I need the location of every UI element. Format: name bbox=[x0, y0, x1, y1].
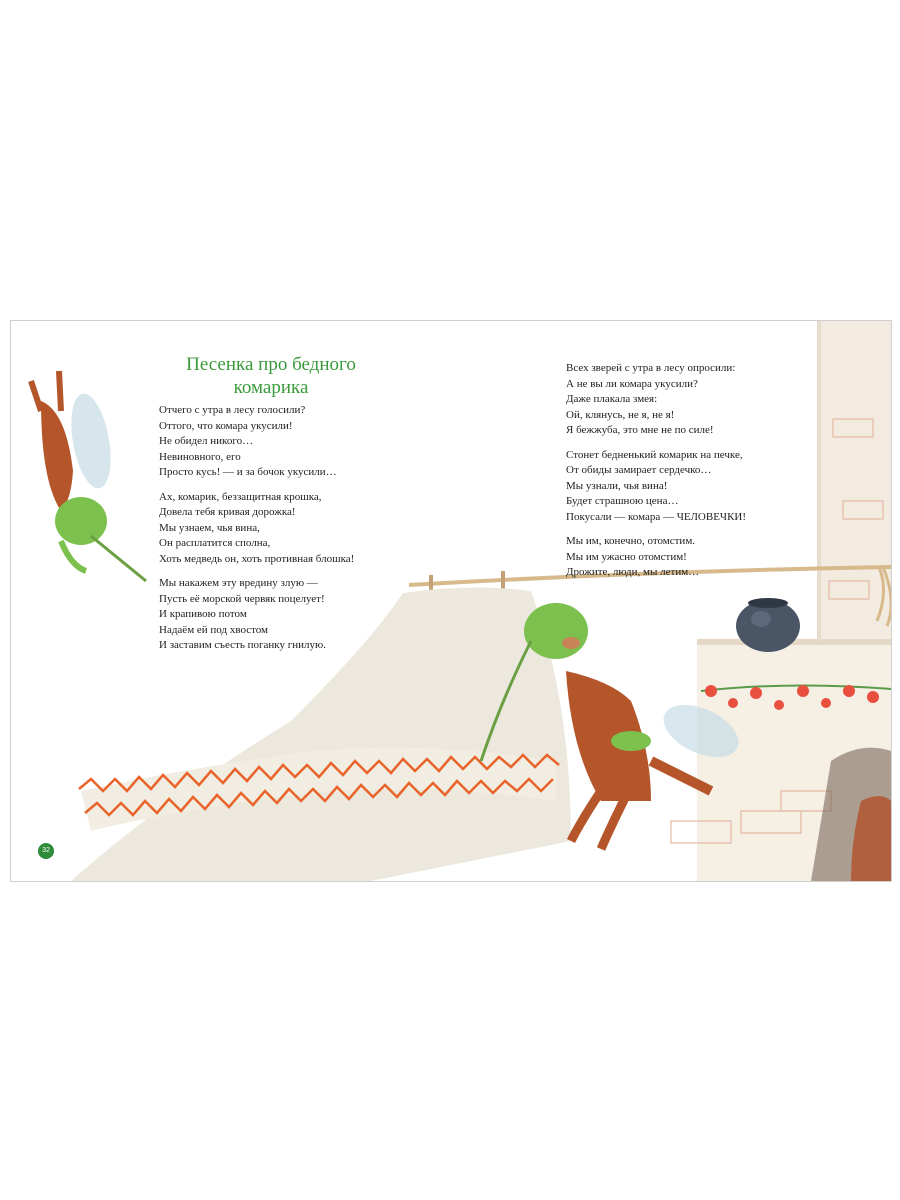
stanza bbox=[566, 534, 846, 581]
poem-line: Невиновного, его bbox=[159, 450, 241, 463]
poem-line: Оттого, что комара укусили! bbox=[159, 419, 293, 432]
stanza bbox=[159, 576, 429, 654]
poem-line: Будет страшною цена… bbox=[566, 495, 679, 507]
title-line-1: Песенка про бедного bbox=[186, 354, 356, 375]
poem-line: Не обидел никого… bbox=[159, 435, 254, 447]
poem-line: Мы накажем эту вредину злую — bbox=[159, 577, 318, 589]
stanza bbox=[566, 361, 846, 439]
stanza bbox=[159, 403, 429, 481]
poem-line: Покусали — комара — ЧЕЛОВЕЧКИ! bbox=[566, 510, 747, 523]
poem-line: Ой, клянусь, не я, не я! bbox=[566, 408, 675, 421]
poem-line: Мы узнаем, чья вина, bbox=[159, 521, 260, 534]
title-line-2: комарика bbox=[233, 377, 309, 398]
book-spread bbox=[10, 320, 892, 882]
poem-right-column bbox=[566, 361, 846, 590]
poem-line: Он расплатится сполна, bbox=[159, 537, 271, 549]
poem-line: Я бежжуба, это мне не по силе! bbox=[566, 424, 714, 436]
poem-line: Даже плакала змея: bbox=[566, 393, 658, 405]
poem-line: Довела тебя кривая дорожка! bbox=[159, 506, 296, 518]
flying-mosquito-illustration bbox=[31, 371, 146, 581]
stanza bbox=[566, 448, 846, 526]
poem-line: Хоть медведь он, хоть противная блошка! bbox=[159, 552, 355, 565]
poem-line: От обиды замирает сердечко… bbox=[566, 464, 712, 476]
stanza bbox=[159, 490, 429, 568]
poem-line: Надаём ей под хвостом bbox=[159, 623, 269, 636]
poem-line: Мы узнали, чья вина! bbox=[566, 479, 668, 492]
poem-line: Дрожите, люди, мы летим… bbox=[566, 566, 700, 578]
poem-line: Пусть её морской червяк поцелует! bbox=[159, 592, 325, 605]
poem-line: Мы им, конечно, отомстим. bbox=[566, 535, 696, 547]
poem-line: Ах, комарик, беззащитная крошка, bbox=[159, 490, 322, 503]
poem-line: А не вы ли комара укусили? bbox=[566, 377, 698, 390]
poem-line: И крапивою потом bbox=[159, 608, 247, 620]
poem-line: Всех зверей с утра в лесу опросили: bbox=[566, 362, 736, 374]
poem-left-column bbox=[159, 403, 429, 663]
poem-line: Просто кусь! — и за бочок укусили… bbox=[159, 466, 337, 478]
poem-line: Мы им ужасно отомстим! bbox=[566, 550, 687, 563]
poem-title bbox=[161, 353, 381, 399]
poem-line: И заставим съесть поганку гнилую. bbox=[159, 639, 326, 651]
page-number-badge: 32 bbox=[38, 843, 54, 859]
poem-line: Стонет бедненький комарик на печке, bbox=[566, 448, 743, 461]
poem-line: Отчего с утра в лесу голосили? bbox=[159, 404, 306, 416]
